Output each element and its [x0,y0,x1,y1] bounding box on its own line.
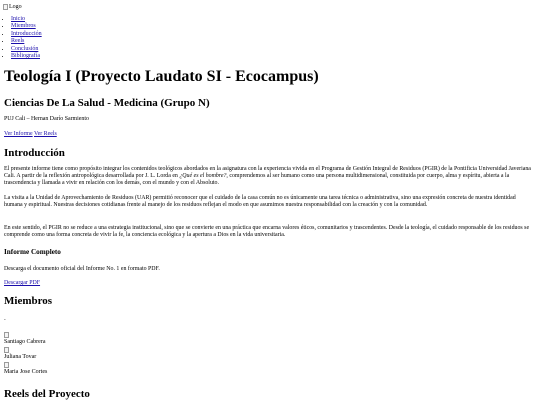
course-meta: PUJ Cali – Hernan Darío Sarmiento [4,116,89,122]
member-name: Juliana Tovar [4,354,37,360]
nav-item-conclusion [11,46,42,53]
member-photo [4,347,9,353]
members-marker: - [4,318,6,323]
report-heading: Informe Completo [4,248,61,256]
intro-p1-start: El presente informe tiene como propósito integrar los contenidos teológicos abordados en la asignatura con la experiencia vivida en el Programa de Gestión Integral de Residuos (PGIR) de la Pontificia Universidad Javeriana Cali. A partir de la reflexión antropológica desarrollada por J. L. Lorda en [4,166,531,180]
member-name: Maria Jose Cortes [4,369,48,375]
nav-link-miembros[interactable]: Miembros [11,23,36,30]
quick-links [4,131,534,138]
nav-item-introduccion [11,31,42,38]
broken-image-icon [3,4,8,10]
nav-link-bibliografia[interactable]: Bibliografía [11,53,40,60]
main-navigation [11,16,42,60]
nav-item-miembros [11,23,42,30]
nav-link-reels[interactable]: Reels [11,38,25,45]
intro-paragraph-3: En este sentido, el PGIR no se reduce a una estrategia institucional, sino que se convierte en una práctica que encarna valores éticos, comunitarios y trascendentes. Desde la teología, el cuidado responsable de los residuos se comprende como una forma concreta de vivir la fe, la conciencia ecológica y la apertura a Dios en la vida universitaria. [4,225,530,239]
intro-paragraph-1 [4,166,534,188]
page-subtitle: Ciencias De La Salud - Medicina (Grupo N) [4,97,210,109]
member-name: Santiago Cabrera [4,339,46,345]
member-card [4,347,36,361]
download-wrapper [4,280,534,287]
reels-heading: Reels del Proyecto [4,388,90,400]
logo-image [3,3,22,11]
member-photo [4,362,9,368]
nav-link-introduccion[interactable]: Introducción [11,30,42,37]
nav-item-bibliografia [11,53,42,60]
download-pdf-link[interactable]: Descargar PDF [4,280,41,286]
book-title: ¿Qué es el hombre? [179,173,227,180]
page-title: Teología I (Proyecto Laudato SI - Ecocampus) [4,68,319,85]
intro-paragraph-2: La visita a la Unidad de Aprovechamiento de Residuos (UAR) permitió reconocer que el cuidado de la casa común no es únicamente una tarea técnica o administrativa, sino una expresión concreta de nuestra identidad humana y espiritual. Nuestras decisiones cotidianas frente al manejo de los residuos reflejan el modo en que asumimos nuestra responsabilidad con la creación y con la comunidad. [4,195,516,209]
member-photo [4,332,9,338]
view-report-link[interactable]: Ver Informe [4,131,33,137]
nav-link-inicio[interactable]: Inicio [11,16,25,22]
nav-item-inicio [11,16,42,23]
intro-heading: Introducción [4,147,65,159]
logo-alt-text: Logo [9,4,22,10]
nav-link-conclusion[interactable]: Conclusión [11,45,39,52]
report-description: Descarga el documento oficial del Informe No. 1 en formato PDF. [4,266,160,272]
member-card [4,332,45,346]
members-heading: Miembros [4,295,53,307]
member-card [4,362,47,376]
view-reels-link[interactable]: Ver Reels [34,131,57,137]
intro-p1-end: , comprendemos al ser humano como una persona multidimensional, constituida por cuerpo, alma y espíritu, abierta a la trascendencia y llamada a vivir en relación con los demás, con el mundo y con el Absoluto. [4,173,510,187]
nav-item-reels [11,38,42,45]
